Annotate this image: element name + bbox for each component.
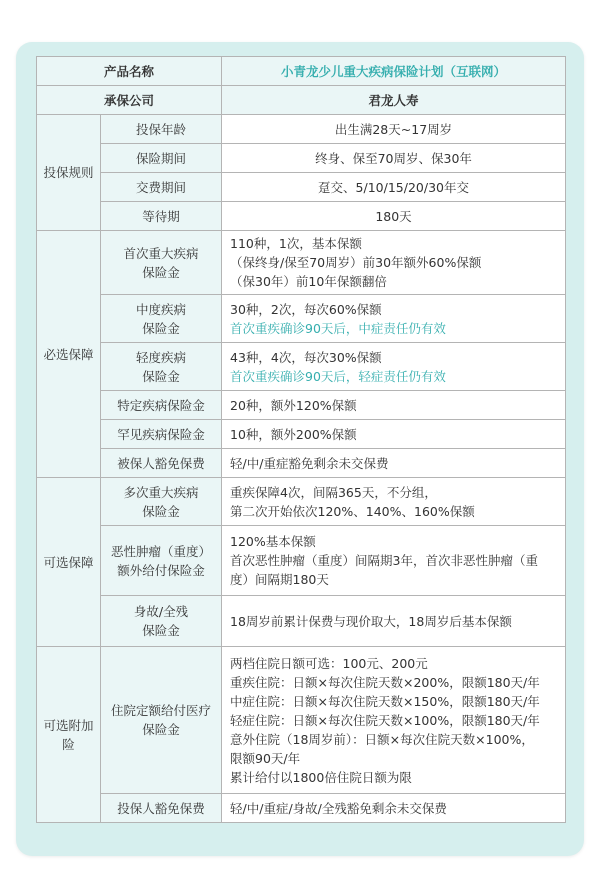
coverage-label-line: 保险金 <box>142 503 180 519</box>
coverage-label: 特定疾病保险金 <box>101 391 222 420</box>
rule-label: 投保年龄 <box>101 115 222 144</box>
rules-row <box>37 144 566 173</box>
rule-value: 180天 <box>222 202 566 231</box>
insurer-row <box>37 86 566 115</box>
desc-line: （保30年）前10年保额翻倍 <box>230 274 387 289</box>
desc-line: 30种，2次，每次60%保额 <box>230 301 382 317</box>
product-name-label: 产品名称 <box>37 57 222 86</box>
desc-note-highlight: 首次重疾确诊90天后，轻症责任仍有效 <box>230 368 446 384</box>
riders-category-line: 可选附加 <box>43 717 94 733</box>
coverage-desc <box>222 526 566 596</box>
rules-row <box>37 115 566 144</box>
rider-row <box>37 647 566 794</box>
desc-line: 120%基本保额 <box>230 534 316 549</box>
desc-line: 度）间隔期180天 <box>230 572 329 587</box>
coverage-label-line: 额外给付保险金 <box>117 562 205 578</box>
desc-line: 轻症住院：日额×每次住院天数×100%，限额180天/年 <box>230 712 540 728</box>
coverage-label-line: 轻度疾病 <box>136 349 187 365</box>
coverage-desc: 轻/中/重症豁免剩余未交保费 <box>222 449 566 478</box>
rule-label: 保险期间 <box>101 144 222 173</box>
coverage-label <box>101 478 222 526</box>
rule-value: 趸交、5/10/15/20/30年交 <box>222 173 566 202</box>
optional-row <box>37 596 566 647</box>
coverage-label-line: 住院定额给付医疗 <box>111 703 212 718</box>
rule-label: 交费期间 <box>101 173 222 202</box>
desc-line: 第二次开始依次120%、140%、160%保额 <box>230 503 475 519</box>
coverage-label-line: 保险金 <box>142 320 180 336</box>
coverage-desc <box>222 231 566 295</box>
coverage-desc <box>222 343 566 391</box>
riders-category-line: 险 <box>62 736 75 752</box>
desc-line: 两档住院日额可选：100元、200元 <box>230 655 428 671</box>
mandatory-row <box>37 295 566 343</box>
coverage-desc <box>222 478 566 526</box>
coverage-desc: 20种，额外120%保额 <box>222 391 566 420</box>
optional-row <box>37 526 566 596</box>
insurer-value: 君龙人寿 <box>222 86 566 115</box>
coverage-label-line: 保险金 <box>142 722 180 737</box>
desc-line: 重疾保障4次，间隔365天，不分组， <box>230 484 437 500</box>
rules-category: 投保规则 <box>37 115 101 231</box>
mandatory-row <box>37 343 566 391</box>
rules-row <box>37 202 566 231</box>
coverage-label: 投保人豁免保费 <box>101 794 222 823</box>
mandatory-row <box>37 391 566 420</box>
product-name-row <box>37 57 566 86</box>
rule-value: 出生满28天~17周岁 <box>222 115 566 144</box>
riders-category <box>37 647 101 823</box>
coverage-label-line: 保险金 <box>142 623 180 638</box>
rules-row <box>37 173 566 202</box>
coverage-label-line: 恶性肿瘤（重度） <box>111 543 212 559</box>
coverage-label <box>101 343 222 391</box>
rider-row <box>37 794 566 823</box>
rule-label: 等待期 <box>101 202 222 231</box>
coverage-label-line: 多次重大疾病 <box>123 484 199 500</box>
insurer-label: 承保公司 <box>37 86 222 115</box>
mandatory-row <box>37 231 566 295</box>
optional-row <box>37 478 566 526</box>
desc-line: 重疾住院：日额×每次住院天数×200%，限额180天/年 <box>230 674 540 690</box>
coverage-label-line: 首次重大疾病 <box>123 245 199 261</box>
coverage-label: 罕见疾病保险金 <box>101 420 222 449</box>
coverage-label <box>101 231 222 295</box>
desc-line: 意外住院（18周岁前）：日额×每次住院天数×100%， <box>230 731 534 747</box>
desc-line: 中症住院：日额×每次住院天数×150%，限额180天/年 <box>230 693 540 709</box>
mandatory-category: 必选保障 <box>37 231 101 478</box>
coverage-desc: 18周岁前累计保费与现价取大，18周岁后基本保额 <box>222 596 566 647</box>
coverage-label: 被保人豁免保费 <box>101 449 222 478</box>
desc-line: 43种，4次，每次30%保额 <box>230 349 382 365</box>
desc-line: 限额90天/年 <box>230 750 301 766</box>
coverage-label <box>101 647 222 794</box>
optional-category: 可选保障 <box>37 478 101 647</box>
coverage-label <box>101 596 222 647</box>
coverage-label <box>101 526 222 596</box>
mandatory-row <box>37 449 566 478</box>
desc-note-highlight: 首次重疾确诊90天后，中症责任仍有效 <box>230 320 446 336</box>
coverage-label-line: 保险金 <box>142 368 180 384</box>
coverage-desc: 轻/中/重症/身故/全残豁免剩余未交保费 <box>222 794 566 823</box>
coverage-label-line: 保险金 <box>142 264 180 280</box>
product-table <box>36 56 566 823</box>
coverage-desc <box>222 295 566 343</box>
product-name-value: 小青龙少儿重大疾病保险计划（互联网） <box>222 57 566 86</box>
desc-line: 首次恶性肿瘤（重度）间隔期3年，首次非恶性肿瘤（重 <box>230 553 538 568</box>
desc-line: （保终身/保至70周岁）前30年额外60%保额 <box>230 255 482 270</box>
desc-line: 累计给付以1800倍住院日额为限 <box>230 769 412 785</box>
coverage-desc: 10种，额外200%保额 <box>222 420 566 449</box>
coverage-label-line: 身故/全残 <box>133 604 189 619</box>
mandatory-row <box>37 420 566 449</box>
desc-line: 110种，1次，基本保额 <box>230 236 362 251</box>
coverage-desc <box>222 647 566 794</box>
rule-value: 终身、保至70周岁、保30年 <box>222 144 566 173</box>
coverage-label <box>101 295 222 343</box>
coverage-label-line: 中度疾病 <box>136 301 187 317</box>
